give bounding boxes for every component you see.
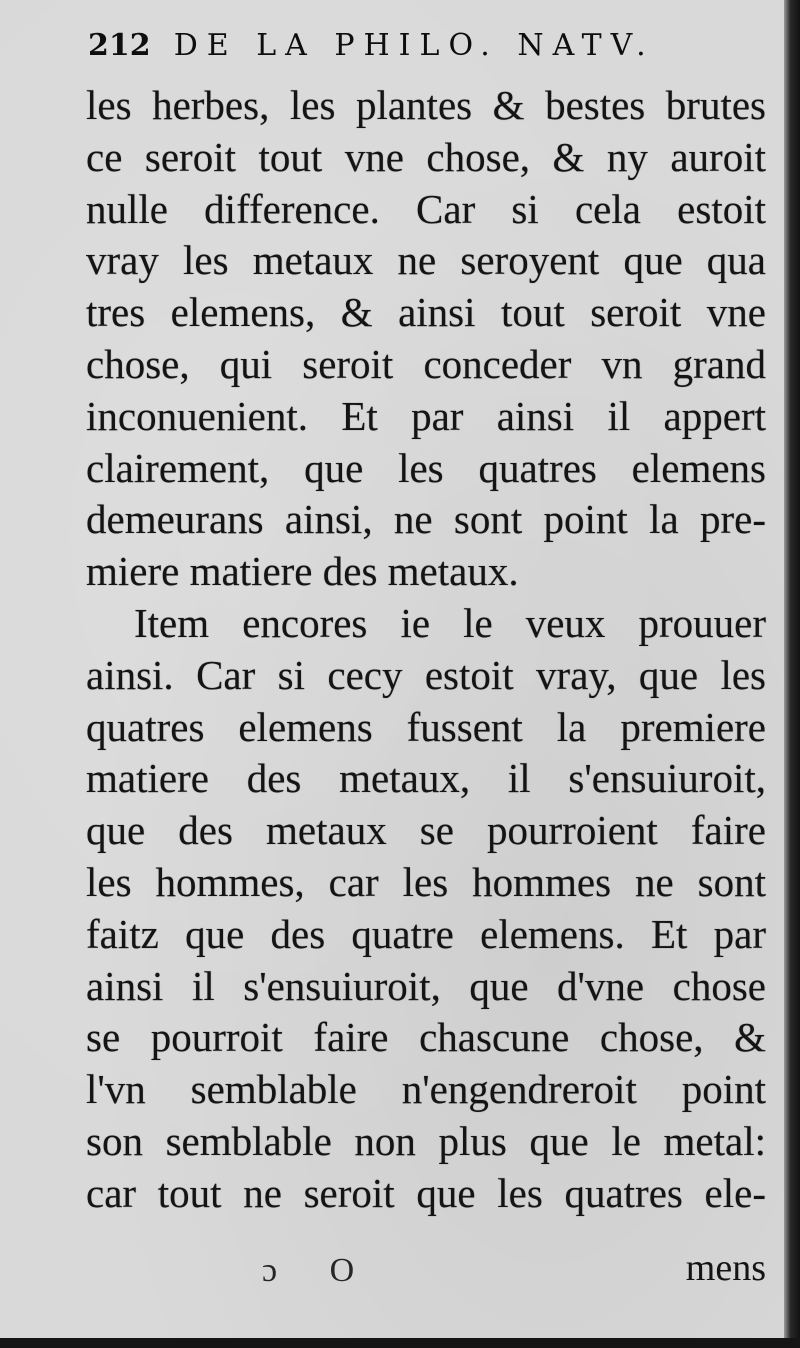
text-line: tres elemens, & ainsi tout seroit vne xyxy=(86,289,766,336)
text-line: les hommes, car les hommes ne sont xyxy=(86,858,766,905)
text-line: clairement, que les quatres elemens xyxy=(86,444,766,491)
page-edge-shadow xyxy=(784,0,800,1348)
text-line: se pourroit faire chascune chose, & xyxy=(86,1014,766,1061)
text-line: miere matiere des metaux. xyxy=(86,548,519,595)
text-line: inconuenient. Et par ainsi il appert xyxy=(86,392,766,439)
text-line: quatres elemens fussent la premiere xyxy=(86,703,766,750)
signature-mark: ɔ O xyxy=(262,1252,377,1289)
text-line: son semblable non plus que le metal: xyxy=(86,1117,766,1164)
catchword: mens xyxy=(685,1247,766,1289)
text-line: que des metaux se pourroient faire xyxy=(86,807,766,854)
text-line: demeurans ainsi, ne sont point la pre- xyxy=(86,496,766,543)
text-line: vray les metaux ne seroyent que qua xyxy=(86,237,766,284)
text-line: ce seroit tout vne chose, & ny auroit xyxy=(86,133,766,180)
text-line: Item encores ie le veux prouuer xyxy=(134,599,766,646)
text-line: ainsi il s'ensuiuroit, que d'vne chose xyxy=(86,962,766,1009)
page-number: 212 xyxy=(88,28,151,63)
text-line: l'vn semblable n'engendreroit point xyxy=(86,1066,766,1113)
running-head: DE LA PHILO. NATV. xyxy=(173,28,655,63)
text-line: faitz que des quatre elemens. Et par xyxy=(86,910,766,957)
body-text xyxy=(86,80,766,1220)
text-line: ainsi. Car si cecy estoit vray, que les xyxy=(86,651,766,698)
text-line: matiere des metaux, il s'ensuiuroit, xyxy=(86,755,766,802)
page-footer xyxy=(86,1246,766,1298)
text-line: les herbes, les plantes & bestes brutes xyxy=(86,82,766,128)
page-header xyxy=(88,28,728,78)
text-line: chose, qui seroit conceder vn grand xyxy=(86,340,766,387)
text-line: nulle difference. Car si cela estoit xyxy=(86,185,766,232)
text-line: car tout ne seroit que les quatres ele- xyxy=(86,1169,766,1216)
page-bottom-shadow xyxy=(0,1338,800,1348)
